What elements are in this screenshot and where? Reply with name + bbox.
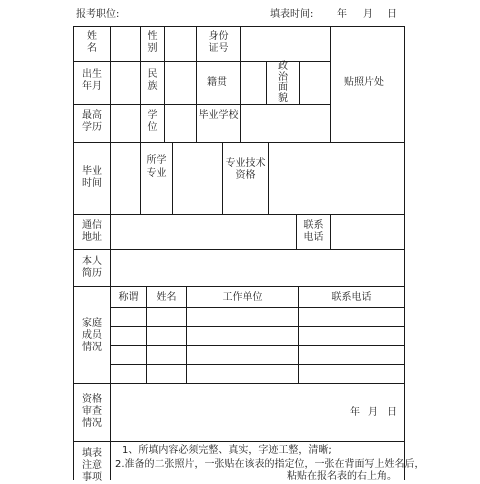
label-id-text: 身份证号 xyxy=(208,31,229,54)
label-political-text: 政治面貌 xyxy=(278,61,288,104)
label-name xyxy=(74,31,110,55)
label-birth-text: 出生年月 xyxy=(82,69,102,92)
label-birth xyxy=(74,69,110,93)
review-month: 月 xyxy=(368,407,378,418)
label-address-text: 通信地址 xyxy=(82,220,102,243)
label-edu-text: 最高学历 xyxy=(82,110,102,133)
label-gender-text: 性别 xyxy=(147,31,158,54)
col-line xyxy=(240,26,241,142)
col-line xyxy=(172,142,173,214)
label-address xyxy=(74,220,110,244)
label-political xyxy=(267,62,299,104)
family-row-line xyxy=(110,326,405,327)
label-gender xyxy=(141,31,164,55)
position-label: 报考职位: xyxy=(76,9,120,20)
row-line xyxy=(73,441,405,442)
notes-line-1: 1、所填内容必须完整、真实，字迹工整，清晰; xyxy=(122,445,332,456)
label-phone-text: 联系电话 xyxy=(303,220,324,243)
photo-column-line xyxy=(330,26,331,142)
label-notes xyxy=(74,448,110,484)
table-border-right xyxy=(404,26,405,480)
family-col-title: 称谓 xyxy=(118,292,139,303)
label-degree-text: 学位 xyxy=(147,110,158,133)
family-col-phone: 联系电话 xyxy=(331,292,372,303)
col-line xyxy=(268,142,269,214)
notes-line-3: 粘贴在报名表的右上角。 xyxy=(287,471,397,482)
label-name-text: 姓名 xyxy=(87,31,97,54)
label-ethnic xyxy=(141,69,164,93)
col-line xyxy=(299,61,300,104)
label-resume-text: 本人简历 xyxy=(82,256,102,279)
label-qualification-text: 专业技术资格 xyxy=(225,158,266,181)
label-notes-text: 填表注意事项 xyxy=(82,448,102,483)
label-ethnic-text: 民族 xyxy=(147,69,158,92)
label-column-line xyxy=(110,26,111,480)
row-line xyxy=(73,104,330,105)
photo-placeholder: 贴照片处 xyxy=(344,77,384,88)
review-year: 年 xyxy=(350,407,360,418)
review-day: 日 xyxy=(387,407,397,418)
row-line xyxy=(73,286,405,287)
fill-date-month: 月 xyxy=(363,9,373,20)
label-family-text: 家庭成员情况 xyxy=(82,318,102,353)
fill-date-year: 年 xyxy=(337,9,347,20)
label-family xyxy=(74,318,110,354)
label-id xyxy=(197,31,240,55)
row-line xyxy=(73,214,405,215)
fill-date-day: 日 xyxy=(387,9,397,20)
label-grad-school-text: 毕业学校 xyxy=(198,110,239,121)
label-major xyxy=(141,154,172,180)
label-major-text: 所学专业 xyxy=(146,155,167,179)
label-grad-time-text: 毕业时间 xyxy=(82,166,102,189)
family-row-line xyxy=(110,364,405,365)
family-col-workplace: 工作单位 xyxy=(222,292,263,303)
table-border-top xyxy=(73,26,405,27)
label-review-text: 资格审查情况 xyxy=(82,394,102,429)
label-resume xyxy=(74,256,110,280)
family-row-line xyxy=(110,307,405,308)
notes-line-2: 2.准备的二张照片，一张贴在该表的指定位，一张在背面写上姓名后， xyxy=(115,459,425,470)
family-col-name: 姓名 xyxy=(156,292,177,303)
label-edu xyxy=(74,110,110,134)
label-grad-time xyxy=(74,166,110,190)
label-qualification xyxy=(223,158,268,182)
col-line xyxy=(164,26,165,142)
label-degree xyxy=(141,110,164,134)
label-phone xyxy=(297,220,330,244)
row-line xyxy=(73,142,405,143)
family-row-line xyxy=(110,345,405,346)
label-review xyxy=(74,394,110,430)
label-grad-school xyxy=(197,110,240,122)
fill-date-label: 填表时间: xyxy=(270,9,314,20)
row-line xyxy=(73,249,405,250)
row-line xyxy=(73,383,405,384)
col-line xyxy=(330,214,331,249)
label-native: 籍贯 xyxy=(207,77,227,88)
